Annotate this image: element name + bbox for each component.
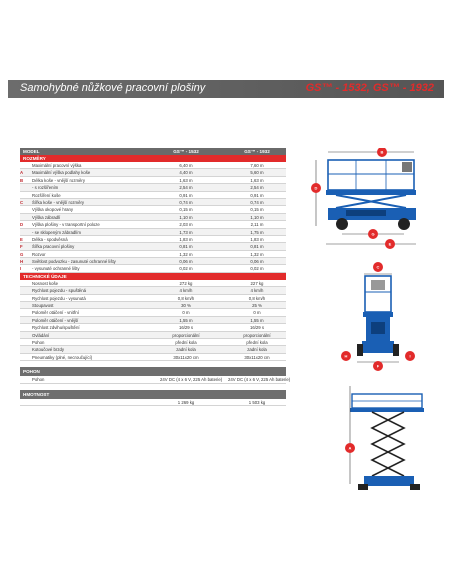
- label-a: A: [348, 445, 352, 451]
- table-row: [20, 206, 286, 213]
- row-label: Kotoučové brzdy: [32, 347, 65, 353]
- row-value-gs1932: 25 %: [252, 303, 262, 309]
- label-f: F: [376, 363, 380, 369]
- row-key: A: [20, 170, 24, 176]
- row-value-gs1532: 6,40 m: [179, 163, 193, 168]
- row-label: Poloměr otáčení - vnější: [32, 317, 79, 323]
- row-value-gs1932: 0,06 m: [250, 259, 264, 265]
- header-model-label: MODEL: [23, 149, 40, 154]
- page-title: Samohybné nůžkové pracovní plošiny: [20, 82, 206, 94]
- table-row: [20, 280, 286, 287]
- row-value-gs1532: 24V DC (4 x 6 V, 225 Ah baterie): [160, 377, 223, 383]
- table-row: [20, 287, 286, 294]
- row-value-gs1932: 24V DC (4 x 6 V, 225 Ah baterie): [228, 377, 291, 383]
- row-label: Rozšíření koše: [32, 192, 61, 198]
- table-row: [20, 324, 286, 331]
- spec-table: [20, 148, 291, 406]
- row-label: Délka - spodvěsná: [32, 236, 68, 242]
- row-value-gs1532: přední kola: [175, 339, 197, 345]
- row-label: Ovládání: [32, 332, 50, 338]
- row-value-gs1932: 0,74 m: [250, 199, 264, 205]
- label-e: E: [388, 241, 392, 247]
- row-value-gs1532: 1,73 m: [179, 229, 193, 235]
- table-row: [20, 317, 286, 324]
- label-b: B: [380, 149, 384, 155]
- table-row: [20, 214, 286, 221]
- row-key: I: [20, 266, 22, 272]
- row-key: C: [20, 199, 24, 205]
- header-col1: GS™ - 1532: [173, 149, 199, 154]
- row-value-gs1532: zadní kola: [176, 347, 196, 353]
- table-body: [20, 155, 291, 406]
- row-label: Rychlost pojezdu - vysunutá: [32, 295, 86, 301]
- row-label: Délka koše - vnější rozměry: [32, 177, 86, 183]
- header-col2: GS™ - 1932: [244, 149, 270, 154]
- label-h: H: [344, 353, 348, 359]
- row-label: Šířka pracovní plošiny: [32, 244, 75, 250]
- table-row: [20, 265, 286, 272]
- table-row: [20, 192, 286, 199]
- row-value-gs1932: 0 m: [253, 310, 261, 316]
- row-value-gs1932: 7,60 m: [250, 163, 264, 168]
- row-value-gs1932: 30x11x20 cm: [244, 354, 270, 360]
- row-label: Rozvor: [32, 251, 46, 257]
- row-label: Rychlost zdvihu/spuštění: [32, 325, 80, 331]
- row-value-gs1932: 1,83 m: [250, 236, 264, 242]
- table-row: [20, 236, 286, 243]
- row-value-gs1532: 2,03 m: [179, 222, 193, 228]
- row-label: Výška plošiny - v transportní poloze: [32, 222, 100, 228]
- section-header: [20, 367, 286, 376]
- row-value-gs1932: 5,60 m: [250, 170, 264, 176]
- table-row: [20, 399, 286, 406]
- row-key: F: [20, 244, 23, 250]
- row-key: D: [20, 222, 24, 228]
- row-label: Výška okopové hrany: [32, 207, 74, 213]
- row-value-gs1932: 2,11 m: [250, 222, 264, 228]
- row-label: Poloměr otáčení - vnitřní: [32, 310, 79, 316]
- table-row: [20, 295, 286, 302]
- row-value-gs1932: 0,81 m: [250, 244, 264, 250]
- row-value-gs1532: 30x11x20 cm: [173, 354, 199, 360]
- row-value-gs1932: 4 km/h: [250, 288, 264, 294]
- section-title: POHON: [23, 369, 40, 375]
- section-header: [20, 390, 286, 399]
- row-value-gs1532: 0,81 m: [179, 244, 193, 250]
- front-view-diagram: [338, 262, 418, 372]
- row-value-gs1932: proporcionální: [243, 332, 271, 338]
- section-title: TECHNICKÉ ÚDAJE: [23, 273, 67, 279]
- row-key: H: [20, 259, 24, 265]
- row-value-gs1532: 4 km/h: [179, 288, 193, 294]
- row-value-gs1932: 1,32 m: [250, 251, 264, 257]
- row-value-gs1932: přední kola: [246, 339, 268, 345]
- row-value-gs1532: 1,10 m: [179, 214, 193, 220]
- row-value-gs1532: 0,15 m: [179, 207, 193, 213]
- row-value-gs1932: 1,63 m: [250, 177, 264, 183]
- label-g: G: [371, 231, 375, 237]
- row-value-gs1932: 1,55 m: [250, 317, 264, 323]
- label-c: C: [376, 264, 380, 270]
- raised-view-diagram: [344, 384, 430, 494]
- row-label: Pohon: [32, 377, 45, 383]
- table-row: [20, 339, 286, 346]
- table-row: [20, 221, 286, 228]
- row-value-gs1532: 4,40 m: [179, 170, 193, 176]
- table-row: [20, 243, 286, 250]
- row-value-gs1932: zadní kola: [247, 347, 267, 353]
- table-row: [20, 229, 286, 236]
- table-row: [20, 332, 286, 339]
- row-label: Světlost podvozku - zasunuté ochranné lišty: [32, 259, 116, 265]
- row-value-gs1932: 0,02 m: [250, 266, 264, 272]
- row-label: Maximální výška podlahy koše: [32, 170, 91, 176]
- row-label: Stoupavost: [32, 303, 54, 309]
- section-header: [20, 155, 286, 162]
- row-label: Maximální pracovní výška: [32, 163, 82, 168]
- table-row: [20, 251, 286, 258]
- row-value-gs1532: 0 m: [182, 310, 190, 316]
- row-value-gs1932: 1 503 kg: [248, 399, 266, 405]
- row-value-gs1532: 1,55 m: [179, 317, 193, 323]
- row-value-gs1532: 1,63 m: [179, 177, 193, 183]
- table-row: [20, 376, 291, 383]
- row-value-gs1932: 2,54 m: [250, 185, 264, 191]
- row-label: - se sklopeným zábradlím: [32, 229, 81, 235]
- row-value-gs1932: 227 kg: [250, 280, 264, 286]
- label-i: I: [409, 353, 411, 359]
- section-title: HMOTNOST: [23, 391, 50, 397]
- row-value-gs1532: 0,06 m: [179, 259, 193, 265]
- row-value-gs1532: 1 269 kg: [177, 399, 195, 405]
- row-value-gs1532: 0,8 km/h: [177, 295, 195, 301]
- row-label: Rychlost pojezdu - spuštěná: [32, 288, 86, 294]
- row-label: Nosnost koše: [32, 280, 59, 286]
- table-row: [20, 309, 286, 316]
- row-label: - s rozšířením: [32, 185, 59, 191]
- title-banner: [8, 80, 444, 98]
- row-value-gs1532: 0,91 m: [179, 192, 193, 198]
- row-label: Pneumatiky (plné, necroučující): [32, 354, 93, 360]
- row-value-gs1532: 0,74 m: [179, 199, 193, 205]
- side-view-diagram: [306, 148, 436, 252]
- row-key: E: [20, 236, 23, 242]
- table-row: [20, 302, 286, 309]
- table-header: [20, 148, 286, 155]
- table-row: [20, 354, 286, 361]
- table-row: [20, 169, 286, 176]
- table-row: [20, 258, 286, 265]
- row-value-gs1532: proporcionální: [172, 332, 200, 338]
- table-row: [20, 346, 286, 353]
- row-value-gs1532: 30 %: [181, 303, 191, 309]
- row-value-gs1532: 1,32 m: [179, 251, 193, 257]
- section-title: ROZMĚRY: [23, 156, 46, 161]
- row-label: Šířka koše - vnější rozměry: [32, 199, 85, 205]
- row-label: - vysunuté ochranné lišty: [32, 266, 80, 272]
- row-value-gs1532: 2,54 m: [179, 185, 193, 191]
- row-value-gs1932: 16/29 s: [249, 325, 265, 331]
- row-value-gs1532: 1,83 m: [179, 236, 193, 242]
- table-row: [20, 177, 286, 184]
- row-value-gs1932: 0,15 m: [250, 207, 264, 213]
- row-value-gs1932: 0,91 m: [250, 192, 264, 198]
- row-value-gs1532: 272 kg: [179, 280, 193, 286]
- row-value-gs1532: 0,02 m: [179, 266, 193, 272]
- section-header: [20, 273, 286, 280]
- row-key: G: [20, 251, 24, 257]
- model-names: GS™ - 1532, GS™ - 1932: [305, 82, 434, 94]
- row-value-gs1932: 1,75 m: [250, 229, 264, 235]
- row-label: Výška zábradlí: [32, 214, 61, 220]
- row-value-gs1932: 1,10 m: [250, 214, 264, 220]
- row-value-gs1532: 16/29 s: [178, 325, 194, 331]
- table-row: [20, 199, 286, 206]
- table-row: [20, 162, 286, 169]
- label-d: D: [314, 185, 318, 191]
- table-row: [20, 184, 286, 191]
- row-key: B: [20, 177, 24, 183]
- row-value-gs1932: 0,8 km/h: [248, 295, 266, 301]
- row-label: Pohon: [32, 339, 45, 345]
